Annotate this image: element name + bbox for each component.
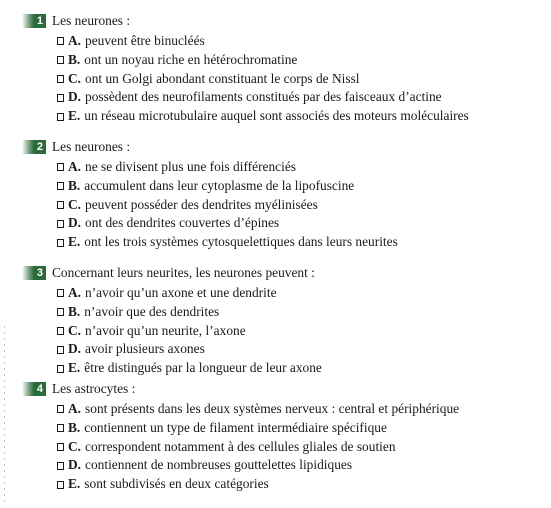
- option-c[interactable]: [57, 196, 543, 215]
- checkbox-icon[interactable]: [57, 75, 64, 83]
- question-number-badge: 3: [22, 266, 46, 280]
- checkbox-icon[interactable]: [57, 481, 64, 489]
- option-a[interactable]: [57, 32, 543, 51]
- option-a[interactable]: [57, 284, 543, 303]
- option-a[interactable]: [57, 400, 543, 419]
- checkbox-icon[interactable]: [57, 113, 64, 121]
- checkbox-icon[interactable]: [57, 163, 64, 171]
- question-stem: Concernant leurs neurites, les neurones peuvent :: [52, 265, 315, 280]
- option-d[interactable]: [57, 88, 543, 107]
- option-text: possèdent des neurofilaments constitués par des faisceaux d’actine: [85, 89, 442, 105]
- margin-rule: [4, 326, 5, 502]
- option-letter: E.: [68, 476, 81, 492]
- question-3: [28, 265, 543, 378]
- checkbox-icon[interactable]: [57, 94, 64, 102]
- option-letter: E.: [68, 360, 81, 376]
- option-a[interactable]: [57, 158, 543, 177]
- checkbox-icon[interactable]: [57, 327, 64, 335]
- question-number-badge: 1: [22, 14, 46, 28]
- option-letter: C.: [68, 438, 82, 454]
- option-text: ont les trois systèmes cytosquelettiques dans leurs neurites: [84, 234, 398, 250]
- question-number-badge: 4: [22, 382, 46, 396]
- option-letter: A.: [68, 285, 82, 300]
- checkbox-icon[interactable]: [57, 365, 64, 373]
- option-text: ont un noyau riche en hétérochromatine: [84, 51, 298, 67]
- question-1: [28, 13, 543, 126]
- option-text: sont présents dans les deux systèmes nerveux : central et périphérique: [85, 401, 460, 416]
- option-letter: C.: [68, 322, 82, 338]
- option-letter: B.: [68, 51, 81, 67]
- option-e[interactable]: [57, 475, 543, 494]
- option-text: ne se divisent plus une fois différenciés: [85, 159, 297, 174]
- checkbox-icon[interactable]: [57, 37, 64, 45]
- option-b[interactable]: [57, 51, 543, 70]
- option-text: peuvent posséder des dendrites myélinisées: [85, 196, 318, 212]
- option-b[interactable]: [57, 419, 543, 438]
- checkbox-icon[interactable]: [57, 424, 64, 432]
- option-letter: D.: [68, 341, 82, 357]
- option-letter: B.: [68, 303, 81, 319]
- question-stem: Les neurones :: [52, 139, 131, 154]
- option-b[interactable]: [57, 177, 543, 196]
- checkbox-icon[interactable]: [57, 56, 64, 64]
- option-list: [28, 32, 543, 126]
- checkbox-icon[interactable]: [57, 308, 64, 316]
- option-text: n’avoir que des dendrites: [84, 303, 220, 319]
- option-e[interactable]: [57, 359, 543, 378]
- option-list: [28, 158, 543, 252]
- option-letter: C.: [68, 196, 82, 212]
- checkbox-icon[interactable]: [57, 443, 64, 451]
- checkbox-icon[interactable]: [57, 462, 64, 470]
- option-text: être distingués par la longueur de leur axone: [84, 360, 322, 376]
- checkbox-icon[interactable]: [57, 182, 64, 190]
- option-text: accumulent dans leur cytoplasme de la lipofuscine: [84, 177, 355, 193]
- option-letter: A.: [68, 401, 82, 416]
- option-d[interactable]: [57, 214, 543, 233]
- option-letter: A.: [68, 159, 82, 174]
- option-letter: E.: [68, 234, 81, 250]
- option-text: peuvent être binucléés: [85, 33, 205, 48]
- checkbox-icon[interactable]: [57, 220, 64, 228]
- checkbox-icon[interactable]: [57, 346, 64, 354]
- option-text: avoir plusieurs axones: [85, 341, 205, 357]
- option-letter: A.: [68, 33, 82, 48]
- question-header: [28, 13, 543, 29]
- option-e[interactable]: [57, 107, 543, 126]
- option-text: sont subdivisés en deux catégories: [84, 476, 269, 492]
- option-c[interactable]: [57, 70, 543, 89]
- option-list: [28, 284, 543, 378]
- option-letter: D.: [68, 89, 82, 105]
- option-letter: E.: [68, 108, 81, 124]
- option-c[interactable]: [57, 438, 543, 457]
- option-b[interactable]: [57, 303, 543, 322]
- checkbox-icon[interactable]: [57, 201, 64, 209]
- option-c[interactable]: [57, 322, 543, 341]
- option-letter: D.: [68, 457, 82, 473]
- option-letter: C.: [68, 70, 82, 86]
- option-text: correspondent notamment à des cellules gliales de soutien: [85, 438, 396, 454]
- checkbox-icon[interactable]: [57, 289, 64, 297]
- question-header: [28, 381, 543, 397]
- question-header: [28, 265, 543, 281]
- option-text: ont un Golgi abondant constituant le corps de Nissl: [85, 70, 360, 86]
- question-header: [28, 139, 543, 155]
- question-stem: Les astrocytes :: [52, 381, 136, 396]
- question-4: [28, 381, 543, 494]
- option-letter: B.: [68, 419, 81, 435]
- option-text: contiennent un type de filament intermédiaire spécifique: [84, 419, 387, 435]
- option-letter: D.: [68, 215, 82, 231]
- option-text: n’avoir qu’un axone et une dendrite: [85, 285, 277, 300]
- checkbox-icon[interactable]: [57, 239, 64, 247]
- option-text: ont des dendrites couvertes d’épines: [85, 215, 280, 231]
- question-2: [28, 139, 543, 252]
- question-stem: Les neurones :: [52, 13, 131, 28]
- option-list: [28, 400, 543, 494]
- option-letter: B.: [68, 177, 81, 193]
- option-d[interactable]: [57, 340, 543, 359]
- option-d[interactable]: [57, 456, 543, 475]
- option-text: n’avoir qu’un neurite, l’axone: [85, 322, 246, 338]
- checkbox-icon[interactable]: [57, 405, 64, 413]
- question-number-badge: 2: [22, 140, 46, 154]
- option-text: contiennent de nombreuses gouttelettes lipidiques: [85, 457, 353, 473]
- option-text: un réseau microtubulaire auquel sont associés des moteurs moléculaires: [84, 108, 469, 124]
- option-e[interactable]: [57, 233, 543, 252]
